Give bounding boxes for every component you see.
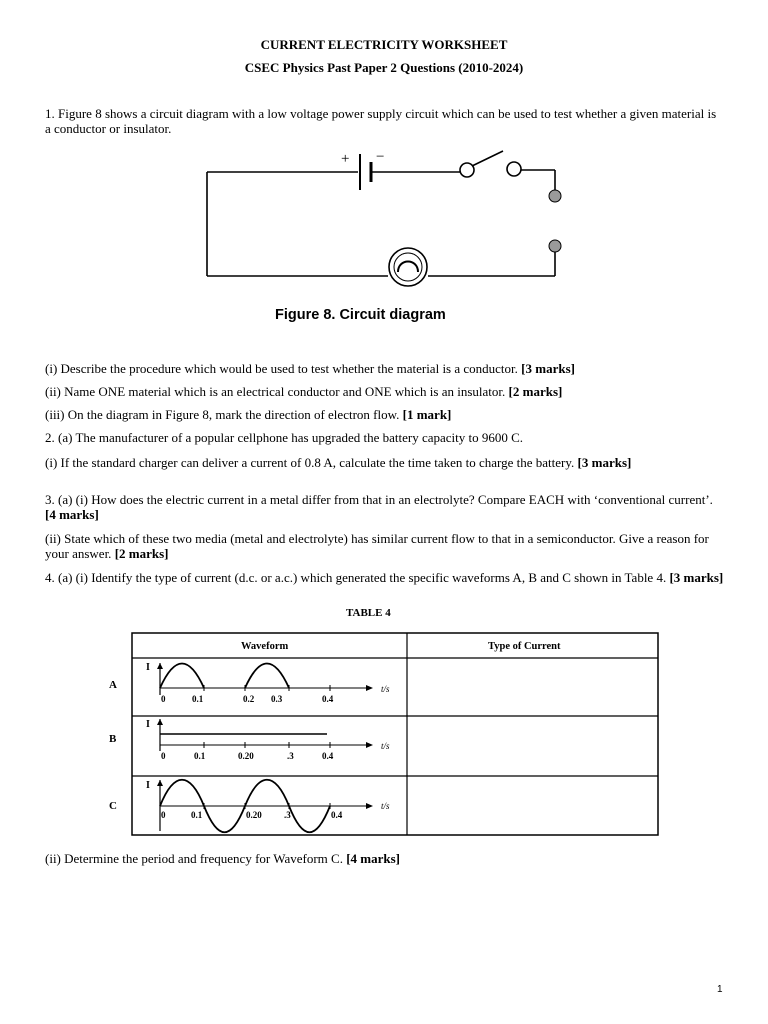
switch-contact-right (507, 162, 521, 176)
row-label-b: B (109, 733, 117, 745)
tick-label: .3 (284, 810, 291, 820)
lamp-bulb (389, 248, 427, 286)
question-3-ii: (ii) State which of these two media (metal and electrolyte) has similar current flow to that in a semiconductor. Give a reason for your answer. [2 marks] (45, 531, 709, 561)
y-axis-label: I (146, 662, 150, 673)
probe-terminal-upper (549, 190, 561, 202)
question-1-i: (i) Describe the procedure which would be used to test whether the material is a conductor. [3 marks] (45, 361, 575, 376)
tick-label: 0.1 (194, 751, 206, 761)
tick-label: 0.3 (271, 694, 283, 704)
row-label-a: A (109, 679, 117, 691)
question-2-a: 2. (a) The manufacturer of a popular cellphone has upgraded the battery capacity to 9600 C. (45, 430, 524, 445)
marks: [4 marks] (45, 507, 99, 522)
waveform-a (109, 662, 390, 704)
x-axis-label: t/s (381, 684, 390, 694)
probe-terminal-lower (549, 240, 561, 252)
y-axis-label: I (146, 719, 150, 730)
tick-label: 0 (161, 810, 166, 820)
question-4-a: 4. (a) (i) Identify the type of current (d.c. or a.c.) which generated the specific waveforms A, B and C shown in Table 4. [3 marks] (45, 570, 724, 585)
x-axis-label: t/s (381, 801, 390, 811)
marks: [2 marks] (508, 384, 563, 399)
cell-minus-label: − (376, 149, 385, 165)
worksheet-title: CURRENT ELECTRICITY WORKSHEET (260, 37, 508, 52)
question-4-ii: (ii) Determine the period and frequency for Waveform C. [4 marks] (45, 851, 401, 866)
tick-label: 0.4 (331, 810, 343, 820)
table-4 (0, 625, 768, 840)
tick-label: 0.2 (243, 694, 255, 704)
tick-label: .3 (287, 751, 294, 761)
header-waveform: Waveform (241, 641, 289, 652)
marks: [3 marks] (669, 570, 724, 585)
marks: [4 marks] (346, 851, 401, 866)
tick-label: 0.4 (322, 694, 334, 704)
tick-label: 0 (161, 694, 166, 704)
waveform-b (109, 719, 390, 761)
marks: [2 marks] (114, 546, 169, 561)
question-1-iii: (iii) On the diagram in Figure 8, mark the direction of electron flow. [1 mark] (45, 407, 452, 422)
tick-label: 0.1 (192, 694, 204, 704)
tick-label: 0.4 (322, 751, 334, 761)
figure-caption: Figure 8. Circuit diagram (275, 307, 446, 323)
switch-lever (472, 151, 503, 166)
marks: [1 mark] (402, 407, 452, 422)
tick-label: 0.1 (191, 810, 203, 820)
y-axis-label: I (146, 780, 150, 791)
lamp-filament (398, 262, 418, 273)
marks: [3 marks] (521, 361, 575, 376)
question-1-ii: (ii) Name ONE material which is an electrical conductor and ONE which is an insulator. [2 marks] (45, 384, 563, 399)
waveform-c (109, 780, 390, 833)
marks: [3 marks] (577, 455, 632, 470)
table-caption: TABLE 4 (346, 607, 391, 619)
x-axis-label: t/s (381, 741, 390, 751)
tick-label: 0.20 (238, 751, 254, 761)
worksheet-subtitle: CSEC Physics Past Paper 2 Questions (2010-2024) (244, 60, 524, 75)
question-2-i: (i) If the standard charger can deliver a current of 0.8 A, calculate the time taken to charge the battery. [3 marks] (45, 455, 632, 470)
question-3-a: 3. (a) (i) How does the electric current in a metal differ from that in an electrolyte? Compare EACH with ‘conventional current’. [4 marks] (45, 492, 713, 522)
tick-label: 0.20 (246, 810, 262, 820)
switch-contact-left (460, 163, 474, 177)
header-type-of-current: Type of Current (488, 641, 561, 652)
question-1-intro: 1. Figure 8 shows a circuit diagram with a low voltage power supply circuit which can be used to test whether a given material is a conductor or insulator. (45, 106, 717, 136)
page-number: 1 (717, 984, 723, 995)
tick-label: 0 (161, 751, 166, 761)
row-label-c: C (109, 800, 117, 812)
cell-plus-label: + (341, 151, 350, 167)
